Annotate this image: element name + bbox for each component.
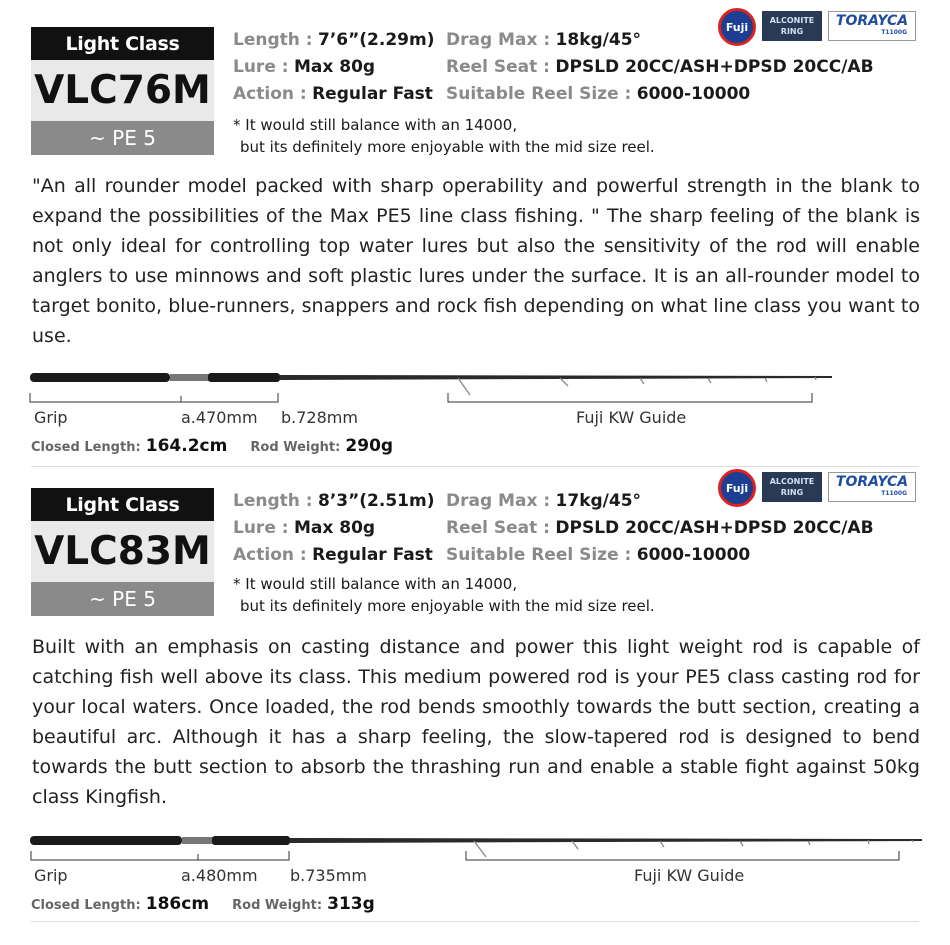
product-vlc76m (0, 0, 950, 465)
dim-b: b.735mm (290, 866, 367, 885)
alconite-ring-logo: ALCONITE RING (762, 472, 822, 502)
rod-blank (290, 838, 922, 843)
fuji-guides-logo: Fuji (718, 8, 756, 46)
spec-reelseat-value: DPSLD 20CC/ASH+DPSD 20CC/AB (555, 57, 874, 77)
model-name: VLC76M (31, 60, 214, 121)
spec-reelsize-value: 6000-10000 (636, 545, 751, 565)
spec-drag-value: 17kg/45° (555, 491, 642, 511)
section-divider (31, 921, 919, 922)
pe-rating: ~ PE 5 (31, 582, 214, 616)
model-name: VLC83M (31, 521, 214, 582)
spec-lure-value: Max 80g (293, 518, 376, 538)
rod-weight-label: Rod Weight: (232, 898, 323, 913)
spec-action (233, 84, 433, 104)
spec-length (233, 30, 435, 50)
spec-lure-label: Lure : (233, 57, 289, 77)
spec-drag-value: 18kg/45° (555, 30, 642, 50)
dim-guide: Fuji KW Guide (634, 866, 745, 885)
rod-grip (30, 373, 170, 382)
spec-lure-value: Max 80g (293, 57, 376, 77)
rod-reel-seat (170, 374, 210, 381)
rod-reel-seat (182, 837, 214, 844)
spec-action (233, 545, 433, 565)
spec-action-label: Action : (233, 84, 307, 104)
rod-foregrip (212, 836, 290, 845)
reel-note-line2: but its definitely more enjoyable with the mid size reel. (240, 138, 655, 156)
dim-guide: Fuji KW Guide (576, 408, 687, 427)
spec-length-value: 7’6”(2.29m) (318, 30, 435, 50)
reel-note-line1: * It would still balance with an 14000, (233, 116, 518, 134)
dim-a: a.470mm (181, 408, 258, 427)
alconite-ring-logo: ALCONITE RING (762, 11, 822, 41)
spec-reelsize (446, 84, 750, 104)
spec-reelseat (446, 518, 874, 538)
product-description: "An all rounder model packed with sharp operability and powerful strength in the blank to expand the possibilities of the Max PE5 line class fishing. " The sharp feeling of the blank is not only ideal for controlling top water lures but also the sensitivity of the rod will enable anglers to use minnows and soft plastic lures under the surface. It is an all-rounder model to target bonito, blue-runners, snappers and rock fish depending on what line class you want to use. (32, 175, 920, 347)
closed-length-value: 186cm (145, 894, 210, 914)
dimension-brackets (0, 392, 950, 406)
spec-reelsize (446, 545, 750, 565)
dim-grip: Grip (34, 408, 68, 427)
spec-reelseat (446, 57, 874, 77)
spec-drag-label: Drag Max : (446, 30, 551, 50)
spec-length-label: Length : (233, 30, 313, 50)
rod-weight-label: Rod Weight: (250, 440, 341, 455)
class-label: Light Class (31, 488, 214, 521)
rod-weight-value: 313g (327, 894, 375, 914)
reel-note-line1: * It would still balance with an 14000, (233, 575, 518, 593)
reel-note (233, 573, 655, 617)
spec-length (233, 491, 435, 511)
spec-action-value: Regular Fast (312, 545, 433, 565)
torayca-logo: TORAYCA T1100G (828, 472, 916, 502)
rod-footer (31, 894, 393, 914)
spec-reelseat-label: Reel Seat : (446, 518, 550, 538)
rod-grip (30, 836, 182, 845)
spec-drag (446, 491, 641, 511)
dim-grip: Grip (34, 866, 68, 885)
rod-foregrip (208, 373, 280, 382)
rod-footer (31, 436, 411, 456)
fuji-guides-logo: Fuji (718, 469, 756, 507)
model-badge (31, 488, 214, 616)
model-badge (31, 27, 214, 155)
spec-drag (446, 30, 641, 50)
spec-reelsize-label: Suitable Reel Size : (446, 545, 632, 565)
brand-logos (718, 8, 918, 46)
spec-length-label: Length : (233, 491, 313, 511)
spec-lure-label: Lure : (233, 518, 289, 538)
rod-blank (280, 375, 832, 380)
brand-logos (718, 469, 918, 507)
product-vlc83m (0, 465, 950, 945)
closed-length-value: 164.2cm (145, 436, 228, 456)
rod-weight-value: 290g (345, 436, 394, 456)
reel-note-line2: but its definitely more enjoyable with the mid size reel. (240, 597, 655, 615)
dim-a: a.480mm (181, 866, 258, 885)
spec-reelseat-value: DPSLD 20CC/ASH+DPSD 20CC/AB (555, 518, 874, 538)
torayca-logo: TORAYCA T1100G (828, 11, 916, 41)
spec-drag-label: Drag Max : (446, 491, 551, 511)
dim-b: b.728mm (281, 408, 358, 427)
dimension-brackets (0, 850, 950, 864)
pe-rating: ~ PE 5 (31, 121, 214, 155)
spec-action-label: Action : (233, 545, 307, 565)
closed-length-label: Closed Length: (31, 440, 141, 455)
class-label: Light Class (31, 27, 214, 60)
spec-lure (233, 57, 375, 77)
closed-length-label: Closed Length: (31, 898, 141, 913)
spec-reelsize-value: 6000-10000 (636, 84, 751, 104)
spec-reelseat-label: Reel Seat : (446, 57, 550, 77)
product-description: Built with an emphasis on casting distance and power this light weight rod is capable of catching fish well above its class. This medium powered rod is your PE5 class casting rod for your local waters. Once loaded, the rod bends smoothly towards the butt section, creating a beautiful arc. Although it has a sharp feeling, the slow-tapered rod is designed to bend towards the butt section to absorb the thrashing run and enable a stable fight against 50kg class Kingfish. (32, 636, 920, 808)
spec-reelsize-label: Suitable Reel Size : (446, 84, 632, 104)
reel-note (233, 114, 655, 158)
spec-lure (233, 518, 375, 538)
spec-action-value: Regular Fast (312, 84, 433, 104)
spec-length-value: 8’3”(2.51m) (318, 491, 435, 511)
